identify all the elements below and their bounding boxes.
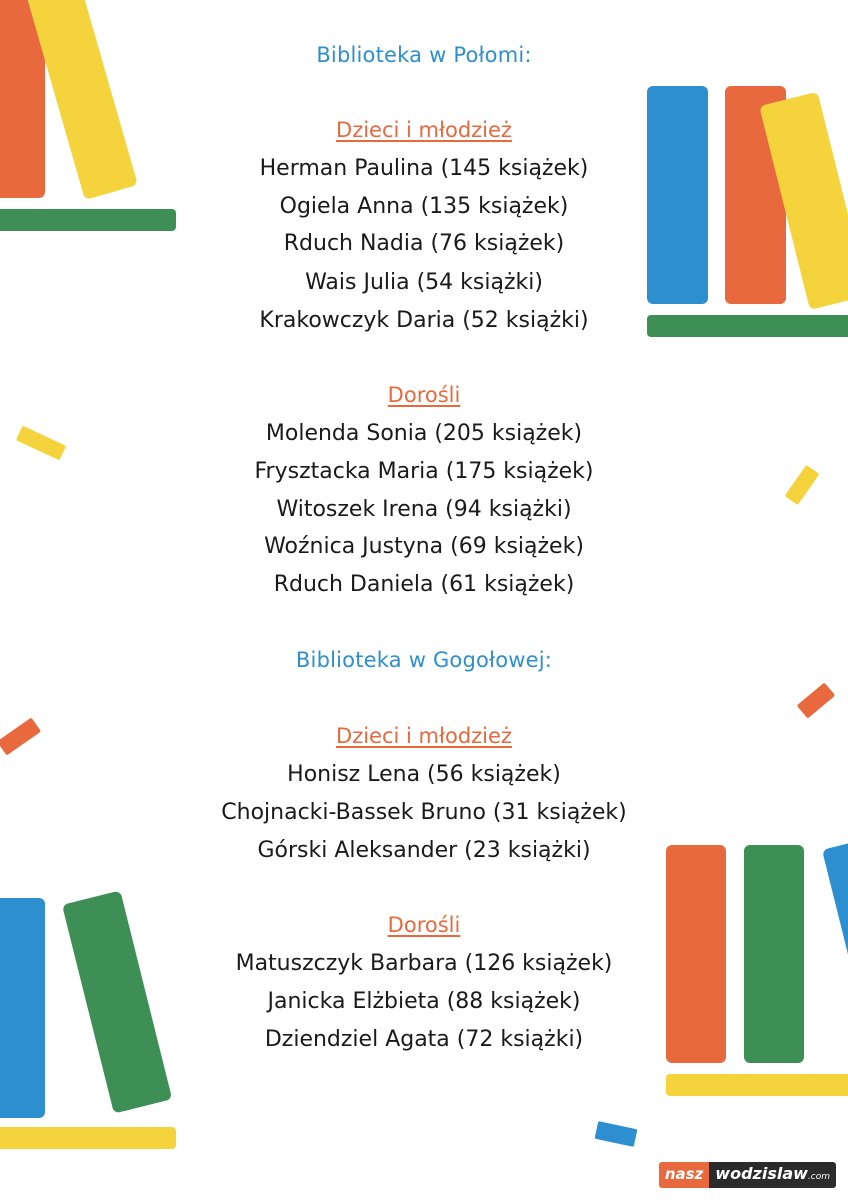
- confetti-orange-right: [797, 682, 836, 718]
- list-item: Rduch Nadia (76 książek): [283, 231, 565, 256]
- category-heading-children: Dzieci i młodzież: [336, 118, 512, 142]
- library-title-polomia: Biblioteka w Połomi:: [316, 43, 532, 67]
- list-item: Janicka Elżbieta (88 książek): [267, 989, 581, 1014]
- list-item: Matuszczyk Barbara (126 książek): [235, 951, 613, 976]
- library-title-gogolowa: Biblioteka w Gogołowej:: [295, 648, 553, 672]
- list-item: Chojnacki-Bassek Bruno (31 książek): [221, 800, 627, 825]
- list-item: Krakowczyk Daria (52 książki): [259, 308, 589, 333]
- category-heading-adults: Dorośli: [387, 383, 461, 407]
- list-item: Ogiela Anna (135 książek): [279, 194, 569, 219]
- list-item: Wais Julia (54 książki): [305, 270, 543, 295]
- list-item: Molenda Sonia (205 książek): [265, 421, 583, 446]
- logo-suffix: .com: [807, 1172, 830, 1182]
- logo-part-wodzislaw: [709, 1162, 836, 1188]
- list-item: Dziendziel Agata (72 książki): [264, 1027, 584, 1052]
- category-heading-adults: Dorośli: [387, 913, 461, 937]
- confetti-blue-bottom: [595, 1121, 638, 1147]
- logo-part-nasz: nasz: [659, 1162, 709, 1188]
- site-logo: [659, 1162, 836, 1188]
- list-item: Herman Paulina (145 książek): [259, 156, 589, 181]
- list-item: Frysztacka Maria (175 książek): [254, 459, 594, 484]
- list-item: Górski Aleksander (23 książki): [257, 838, 591, 863]
- logo-wodzislaw-text: wodzislaw: [715, 1164, 808, 1183]
- list-item: Witoszek Irena (94 książki): [276, 497, 572, 522]
- shelf-yellow-bottom-right: [666, 1074, 848, 1096]
- list-item: Honisz Lena (56 książek): [287, 762, 561, 787]
- book-blue-bottom-right: [822, 835, 848, 1053]
- shelf-yellow-bottom-left: [0, 1127, 176, 1149]
- category-heading-children: Dzieci i młodzież: [336, 724, 512, 748]
- list-item: Woźnica Justyna (69 książek): [264, 534, 584, 559]
- list-item: Rduch Daniela (61 książek): [273, 572, 575, 597]
